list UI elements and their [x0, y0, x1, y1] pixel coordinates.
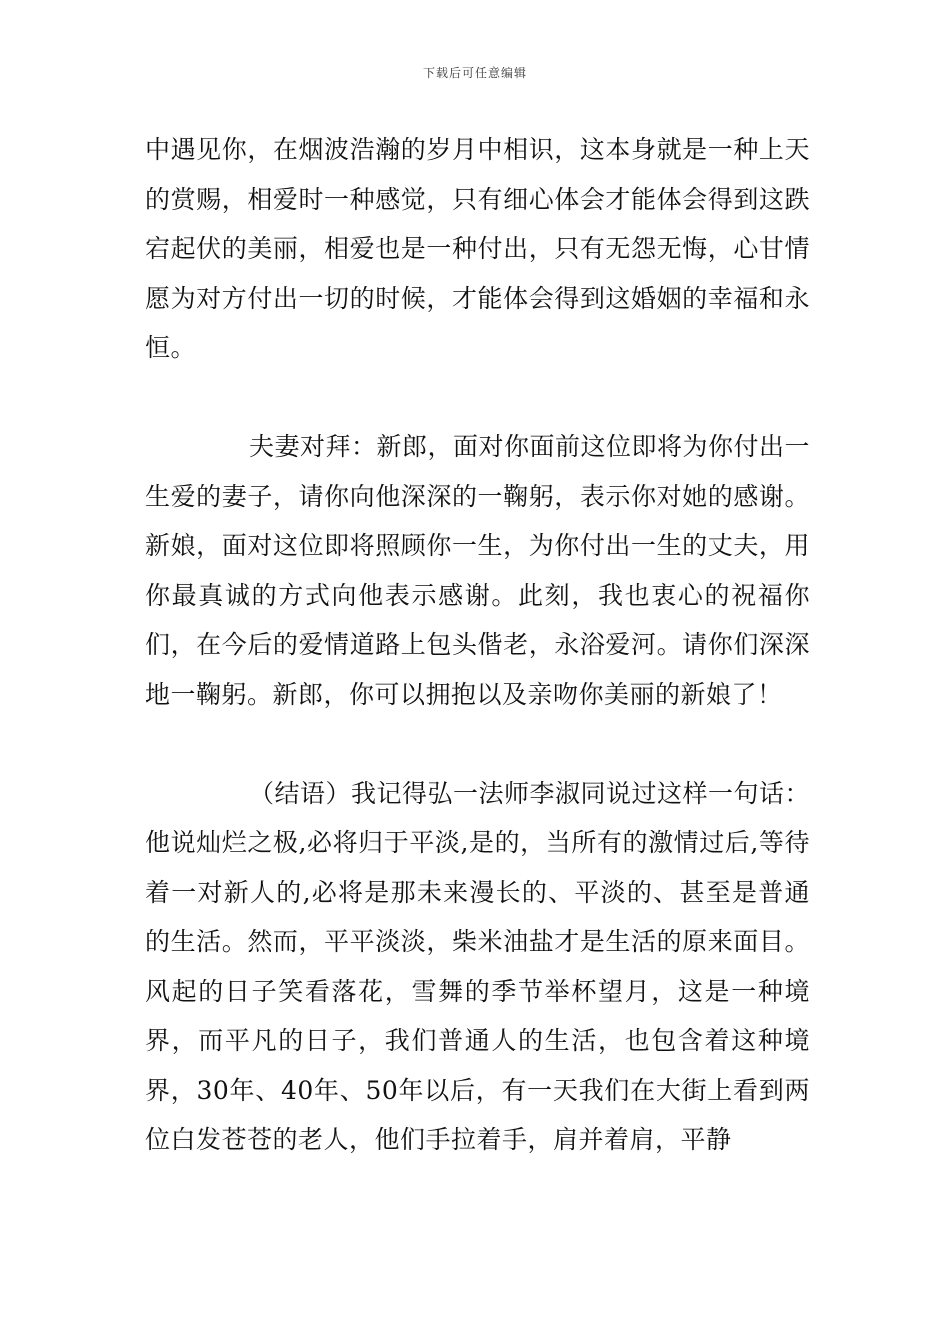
paragraph-couple-bow: 夫妻对拜：新郎，面对你面前这位即将为你付出一生爱的妻子，请你向他深深的一鞠躬，表示你对她的感谢。新娘，面对这位即将照顾你一生，为你付出一生的丈夫，用你最真诚的方式向他表示感谢。此刻，我也衷心的祝福你们，在今后的爱情道路上包头偕老，永浴爱河。请你们深深地一鞠躬。新郎，你可以拥抱以及亲吻你美丽的新娘了！	[145, 432, 811, 709]
paragraph-intro-continuation: 中遇见你，在烟波浩瀚的岁月中相识，这本身就是一种上天的赏赐，相爱时一种感觉，只有细心体会才能体会得到这跌宕起伏的美丽，相爱也是一种付出，只有无怨无悔，心甘情愿为对方付出一切的时候，才能体会得到这婚姻的幸福和永恒。	[145, 135, 810, 362]
page-header: 下载后可任意编辑	[422, 66, 527, 80]
paragraph-conclusion: （结语）我记得弘一法师李淑同说过这样一句话：他说灿烂之极,必将归于平淡,是的，当所有的激情过后,等待着一对新人的,必将是那未来漫长的、平淡的、甚至是普通的生活。然而，平平淡淡，柴米油盐才是生活的原来面目。风起的日子笑看落花，雪舞的季节举杯望月，这是一种境界，而平凡的日子，我们普通人的生活，也包含着这种境界，30年、40年、50年以后，有一天我们在大街上看到两位白发苍苍的老人，他们手拉着手，肩并着肩，平静	[145, 778, 811, 1154]
document-body	[145, 125, 810, 1165]
